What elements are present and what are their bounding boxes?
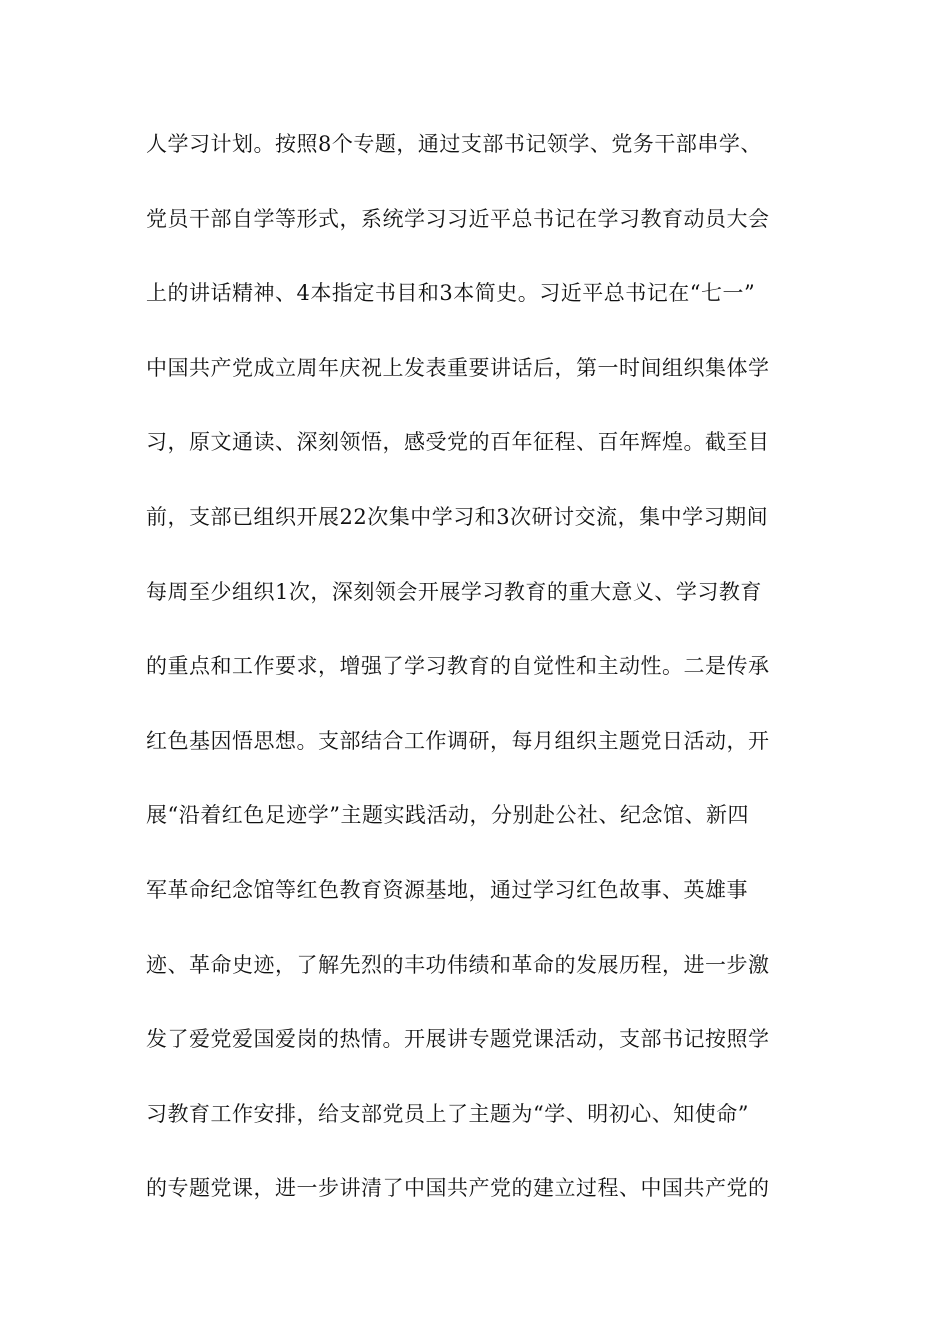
text-line-14: 习教育工作安排，给支部党员上了主题为“学、明初心、知使命”: [146, 1101, 749, 1126]
text-line-2: 党员干部自学等形式，系统学习习近平总书记在学习教育动员大会: [146, 206, 770, 231]
text-line-11: 军革命纪念馆等红色教育资源基地，通过学习红色故事、英雄事: [146, 877, 748, 902]
body-text: [146, 132, 806, 1251]
text-line-6: 前，支部已组织开展22次集中学习和3次研讨交流，集中学习期间: [146, 504, 769, 529]
text-line-8: 的重点和工作要求，增强了学习教育的自觉性和主动性。二是传承: [146, 654, 770, 679]
text-line-12: 迹、革命史迹，了解先烈的丰功伟绩和革命的发展历程，进一步激: [146, 952, 770, 977]
text-line-1: 人学习计划。按照8个专题，通过支部书记领学、党务干部串学、: [146, 132, 762, 156]
text-line-10: 展“沿着红色足迹学”主题实践活动，分别赴公社、纪念馆、新四: [146, 803, 749, 828]
text-line-5: 习，原文通读、深刻领悟，感受党的百年征程、百年辉煌。截至目: [146, 430, 770, 455]
text-line-13: 发了爱党爱国爱岗的热情。开展讲专题党课活动，支部书记按照学: [146, 1027, 770, 1052]
text-line-4: 中国共产党成立周年庆祝上发表重要讲话后，第一时间组织集体学: [146, 355, 770, 380]
text-line-3: 上的讲话精神、4本指定书目和3本简史。习近平总书记在“七一”: [146, 281, 756, 306]
text-line-15: 的专题党课，进一步讲清了中国共产党的建立过程、中国共产党的: [146, 1176, 770, 1201]
text-line-7: 每周至少组织1次，深刻领会开展学习教育的重大意义、学习教育: [146, 579, 762, 604]
text-line-9: 红色基因悟思想。支部结合工作调研，每月组织主题党日活动，开: [146, 728, 770, 753]
